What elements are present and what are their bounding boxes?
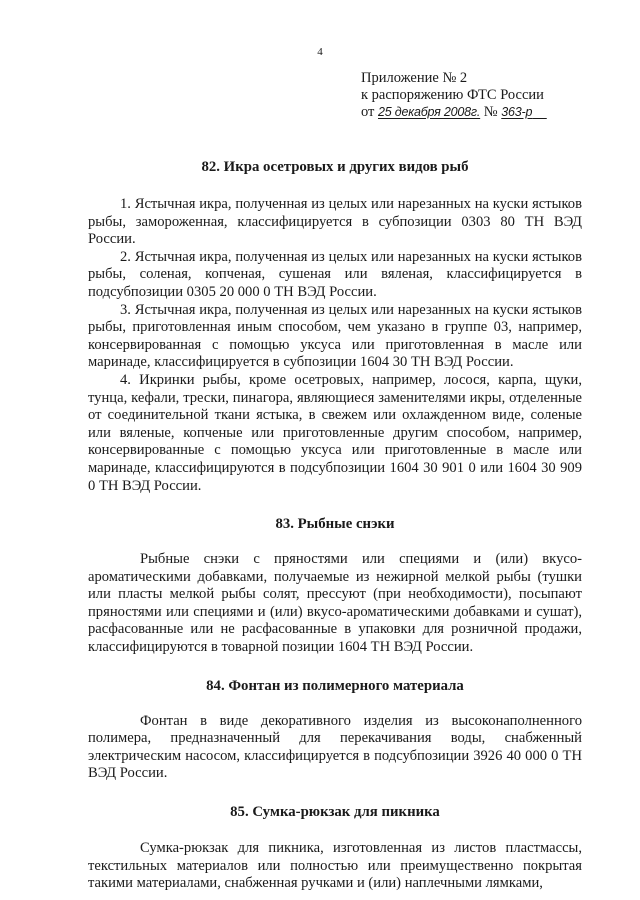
document-body xyxy=(88,158,582,893)
section-84-paragraph-1: Фонтан в виде декоративного изделия из высоконаполненного полимера, предназначенный для перекачивания воды, снабженный электрическим насосом, классифицируется в подсубпозиции 3926 40 000 0 ТН ВЭД России. xyxy=(88,712,582,782)
section-83-title: 83. Рыбные снэки xyxy=(275,516,395,533)
section-82-paragraph-2: 2. Ястычная икра, полученная из целых или нарезанных на куски ястыков рыбы, соленая, копченая, сушеная или вяленая, классифицируется в подсубпозиции 0305 20 000 0 ТН ВЭД России. xyxy=(88,248,582,300)
annex-order-line: к распоряжению ФТС России xyxy=(361,87,544,103)
annex-number: 363-р xyxy=(501,105,533,119)
section-82-paragraph-4: 4. Икринки рыбы, кроме осетровых, например, лосося, карпа, щуки, тунца, кефали, трески, пинагора, являющиеся заменителями икры, отделенные от соединительной ткани ястыка, в свежем или охлажденном виде, соленые или вяленые, копченые или приготовленные другим способом, например, консервированные с помощью уксуса или приготовленные в масле или маринаде, классифицируются в подсубпозиции 1604 30 901 0 или 1604 30 909 0 ТН ВЭД России. xyxy=(88,371,582,494)
annex-number-field xyxy=(501,104,546,120)
annex-date-line xyxy=(361,104,547,121)
section-82-title: 82. Икра осетровых и других видов рыб xyxy=(201,159,469,175)
section-83-paragraph-1: Рыбные снэки с пряностями или специями и (или) вкусо-ароматическими добавками, получаемые из нежирной мелкой рыбы (тушки или пласты мелкой рыбы солят, прессуют (при необходимости), посыпают пряностями или специями и (или) вкусо-ароматическими добавками и сушат), расфасованные или не расфасованные в упаковки для розничной продажи, классифицируются в товарной позиции 1604 ТН ВЭД России. xyxy=(88,551,582,656)
section-84-title: 84. Фонтан из полимерного материала xyxy=(206,677,464,694)
annex-date: 25 декабря 2008г. xyxy=(378,105,481,119)
page-number: 4 xyxy=(317,46,323,58)
annex-date-prefix: от xyxy=(361,104,375,120)
section-82-paragraph-1: 1. Ястычная икра, полученная из целых или нарезанных на куски ястыков рыбы, замороженная, классифицируется в субпозиции 0303 80 ТН ВЭД России. xyxy=(88,196,582,248)
annex-header xyxy=(361,70,547,121)
annex-date-field xyxy=(378,104,480,120)
section-85-paragraph-1: Сумка-рюкзак для пикника, изготовленная из листов пластмассы, текстильных материалов или полностью или преимущественно покрытая такими материалами, снабженная ручками и (или) наплечными лямками, xyxy=(88,840,582,892)
section-85-title: 85. Сумка-рюкзак для пикника xyxy=(230,804,440,821)
annex-title: Приложение № 2 xyxy=(361,70,468,86)
annex-number-prefix: № xyxy=(483,104,498,120)
section-82-paragraph-3: 3. Ястычная икра, полученная из целых или нарезанных на куски ястыков рыбы, приготовленная иным способом, чем указано в группе 03, например, консервированная с помощью уксуса или приготовленная в масле или маринаде, классифицируется в субпозиции 1604 30 ТН ВЭД России. xyxy=(88,301,582,371)
